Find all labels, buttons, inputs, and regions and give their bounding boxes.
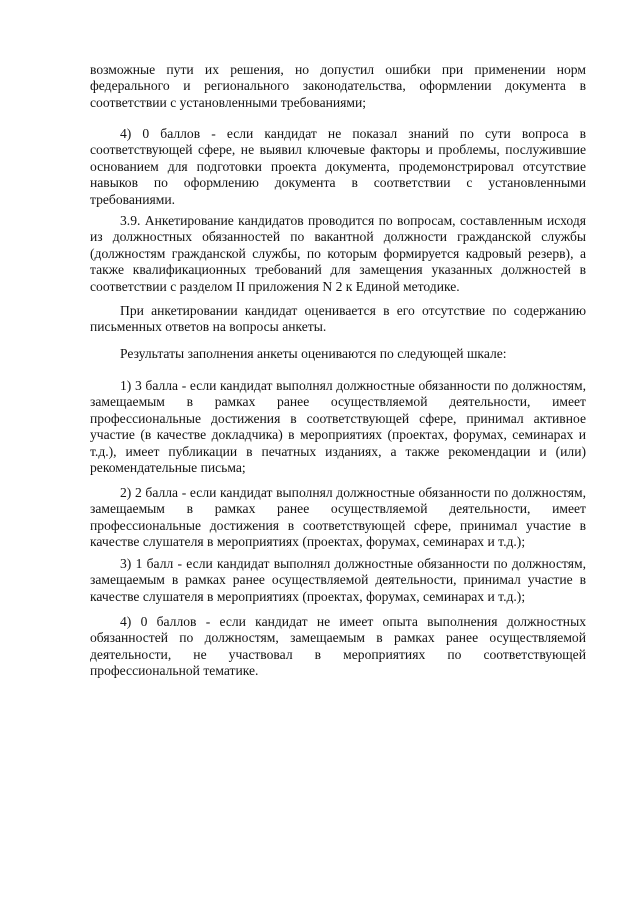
paragraph-score-0-document: 4) 0 баллов - если кандидат не показал знаний по сути вопроса в соответствующей сфере, не выявил ключевые факторы и проблемы, послужившие основанием для подготовки проекта документа, продемонстрировал отсутствие навыков по оформлению документа в соответствии с установленными требованиями.: [90, 126, 586, 207]
paragraph-3-9-questionnaire: 3.9. Анкетирование кандидатов проводится по вопросам, составленным исходя из должностных обязанностей по вакантной должности гражданской службы (должностям гражданской службы, по которым формируется кадровый резерв), а также квалификационных требований для замещения указанных должностей в соответствии с разделом II приложения N 2 к Единой методике.: [90, 213, 586, 294]
paragraph-score-3: 1) 3 балла - если кандидат выполнял должностные обязанности по должностям, замещаемым в рамках ранее осуществляемой деятельности, имеет профессиональные достижения в соответствующей сфере, принимал активное участие (в качестве докладчика) в мероприятиях (проектах, форумах, семинарах и т.д.), имеет публикации в печатных изданиях, а также рекомендации и (или) рекомендательные письма;: [90, 378, 586, 476]
paragraph-score-0-experience: 4) 0 баллов - если кандидат не имеет опыта выполнения должностных обязанностей по должностям, замещаемым в рамках ранее осуществляемой деятельности, не участвовал в мероприятиях по соответствующей профессиональной тематике.: [90, 614, 586, 679]
paragraph-continuation: возможные пути их решения, но допустил ошибки при применении норм федерального и регионального законодательства, оформлении документа в соответствии с установленными требованиями;: [90, 62, 586, 110]
paragraph-score-1: 3) 1 балл - если кандидат выполнял должностные обязанности по должностям, замещаемым в рамках ранее осуществляемой деятельности, принимал участие в качестве слушателя в мероприятиях (проектах, форумах, семинарах и т.д.);: [90, 556, 586, 604]
paragraph-scale-intro: Результаты заполнения анкеты оцениваются по следующей шкале:: [120, 346, 507, 361]
paragraph-score-2: 2) 2 балла - если кандидат выполнял должностные обязанности по должностям, замещаемым в рамках ранее осуществляемой деятельности, имеет профессиональные достижения в соответствующей сфере, принимал участие в качестве слушателя в мероприятиях (проектах, форумах, семинарах и т.д.);: [90, 485, 586, 550]
paragraph-questionnaire-assessment: При анкетировании кандидат оценивается в его отсутствие по содержанию письменных ответов на вопросы анкеты.: [90, 303, 586, 335]
